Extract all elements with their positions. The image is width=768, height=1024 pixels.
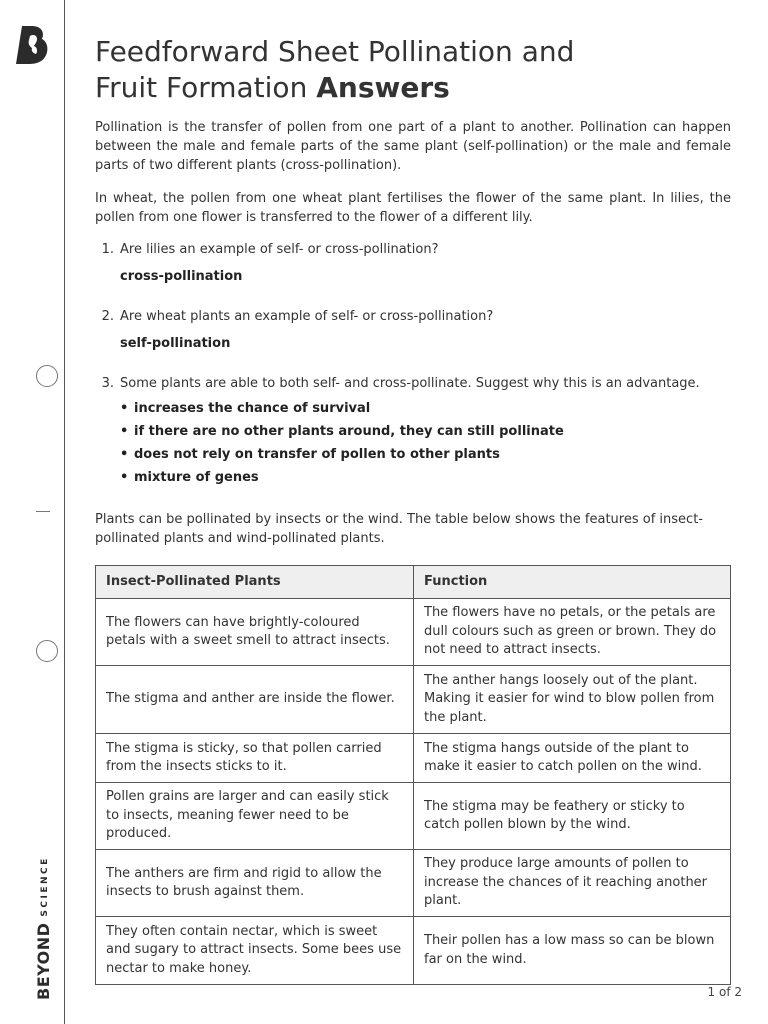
question-number: 3. [101, 376, 114, 391]
table-cell: They often contain nectar, which is sweet and sugary to attract insects. Some bees use nectar to make honey. [96, 917, 414, 985]
list-item: • does not rely on transfer of pollen to other plants [120, 443, 731, 466]
beyond-logo-icon [14, 24, 50, 66]
brand-word: BEYOND [34, 922, 53, 1000]
answer-1: cross-pollination [120, 269, 243, 284]
table-cell: The stigma may be feathery or sticky to catch pollen blown by the wind. [414, 783, 731, 850]
worksheet-content [95, 34, 731, 548]
table-intro: Plants can be pollinated by insects or the wind. The table below shows the features of insect-pollinated plants and wind-pollinated plants. [95, 512, 703, 546]
question-number: 1. [101, 242, 114, 257]
brand-sub: SCIENCE [40, 856, 50, 917]
table-row [96, 783, 731, 850]
table-row [96, 734, 731, 783]
title-bold: Answers [316, 71, 450, 104]
table-cell: Their pollen has a low mass so can be blown far on the wind. [414, 917, 731, 985]
question-text: Are lilies an example of self- or cross-pollination? [120, 242, 439, 257]
table-cell: The anther hangs loosely out of the plant. Making it easier for wind to blow pollen from the plant. [414, 666, 731, 734]
answer-2: self-pollination [120, 336, 231, 351]
table-cell: The anthers are firm and rigid to allow the insects to brush against them. [96, 850, 414, 917]
list-item: • mixture of genes [120, 466, 731, 489]
question-3 [95, 374, 731, 393]
punch-hole [36, 640, 58, 662]
question-1 [95, 240, 731, 259]
fold-mark [36, 511, 50, 512]
margin-line [64, 0, 65, 1024]
intro-paragraph-2: In wheat, the pollen from one wheat plant fertilises the flower of the same plant. In lilies, the pollen from one flower is transferred to the flower of a different lily. [95, 191, 731, 225]
column-header: Insect-Pollinated Plants [96, 566, 414, 599]
table-row [96, 850, 731, 917]
title-line2: Fruit Formation [95, 71, 308, 104]
table-cell: The stigma hangs outside of the plant to make it easier to catch pollen on the wind. [414, 734, 731, 783]
table-cell: The flowers have no petals, or the petals are dull colours such as green or brown. They do not need to attract insects. [414, 599, 731, 666]
page-number: 1 of 2 [707, 985, 742, 999]
table-cell: Pollen grains are larger and can easily stick to insects, meaning fewer need to be produced. [96, 783, 414, 850]
question-text: Are wheat plants an example of self- or cross-pollination? [120, 309, 494, 324]
table-cell: The stigma is sticky, so that pollen carried from the insects sticks to it. [96, 734, 414, 783]
question-2 [95, 307, 731, 326]
table-cell: They produce large amounts of pollen to increase the chances of it reaching another plant. [414, 850, 731, 917]
question-number: 2. [101, 309, 114, 324]
table-cell: The stigma and anther are inside the flower. [96, 666, 414, 734]
intro-paragraph-1: Pollination is the transfer of pollen from one part of a plant to another. Pollination can happen between the male and female parts of the same plant (self-pollination) or the male and female parts of two different plants (cross-pollination). [95, 120, 731, 173]
pollination-table [95, 565, 731, 985]
list-item: • increases the chance of survival [120, 397, 731, 420]
column-header: Function [414, 566, 731, 599]
answer-3-list [95, 397, 731, 489]
table-row [96, 599, 731, 666]
list-item: • if there are no other plants around, they can still pollinate [120, 420, 731, 443]
question-text: Some plants are able to both self- and cross-pollinate. Suggest why this is an advantage. [120, 376, 700, 391]
table-cell: The flowers can have brightly-coloured petals with a sweet smell to attract insects. [96, 599, 414, 666]
brand-wordmark [34, 856, 53, 1000]
title-line1: Feedforward Sheet Pollination and [95, 35, 575, 68]
table-row [96, 917, 731, 985]
page-title [95, 34, 731, 106]
punch-hole [36, 365, 58, 387]
table-row [96, 666, 731, 734]
table-header-row [96, 566, 731, 599]
